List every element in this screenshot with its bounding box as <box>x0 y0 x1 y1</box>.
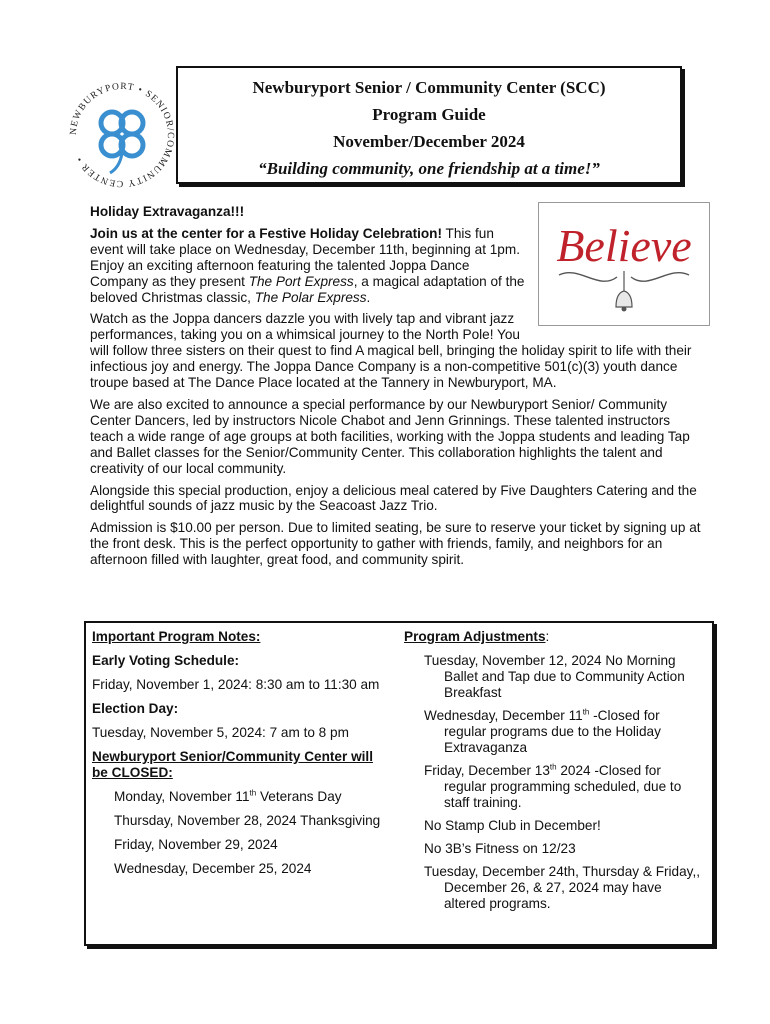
header-tagline: “Building community, one friendship at a time!” <box>258 159 600 178</box>
believe-image <box>538 202 710 326</box>
header-date: November/December 2024 <box>333 132 525 151</box>
program-adjustments-column <box>404 629 704 919</box>
adjustment-5: No 3B’s Fitness on 12/23 <box>424 841 576 856</box>
closed-date-4: Wednesday, December 25, 2024 <box>114 861 312 876</box>
program-guide-header <box>176 66 682 184</box>
svg-text:NEWBURYPORT • SENIOR/COMMUNITY <box>69 82 175 188</box>
article-paragraph-1: Join us at the center for a Festive Holiday Celebration! This fun event will take place on Wednesday, December 11th, beginning at 1pm. Enjoy an exciting afternoon featuring the talented Joppa Dance Company as they present The Port Express, a magical adaptation of the beloved Christmas classic, The Polar Express. <box>90 225 525 305</box>
election-day-heading: Election Day: <box>92 701 179 716</box>
early-voting-heading: Early Voting Schedule: <box>92 653 240 668</box>
bell-icon <box>616 291 632 312</box>
article-paragraph-4: Alongside this special production, enjoy a delicious meal catered by Five Daughters Catering and the delightful sounds of jazz music by the Seacoast Jazz Trio. <box>90 482 697 514</box>
adjustment-4: No Stamp Club in December! <box>424 818 601 833</box>
header-subtitle: Program Guide <box>372 105 486 124</box>
adjustments-heading: Program Adjustments: <box>404 629 550 644</box>
important-notes-column <box>92 629 388 885</box>
article-paragraph-5: Admission is $10.00 per person. Due to limited seating, be sure to reserve your ticket by signing up at the front desk. This is the perfect opportunity to gather with friends, family, and neighbors for an afternoon filled with laughter, great food, and community spirit. <box>90 520 701 568</box>
closed-date-1: Monday, November 11th Veterans Day <box>114 788 342 804</box>
election-day-text: Tuesday, November 5, 2024: 7 am to 8 pm <box>92 725 349 740</box>
holiday-article <box>90 204 706 574</box>
important-notes-heading: Important Program Notes: <box>92 629 261 644</box>
senior-center-logo <box>62 75 182 195</box>
adjustment-1: Tuesday, November 12, 2024 No Morning Ballet and Tap due to Community Action Breakfast <box>424 653 685 700</box>
header-title: Newburyport Senior / Community Center (SCC) <box>252 78 606 97</box>
logo-ring-text: NEWBURYPORT • SENIOR/COMMUNITY CENTER • <box>68 81 176 189</box>
closed-heading: Newburyport Senior/Community Center will be CLOSED: <box>92 749 373 780</box>
closed-date-3: Friday, November 29, 2024 <box>114 837 278 852</box>
article-paragraph-3: We are also excited to announce a special performance by our Newburyport Senior/ Community Center Dancers, led by instructors Nicole Chabot and Jenn Grinnings. These talented instructors teach a wide range of age groups at both facilities, working with the Joppa students and leading Tap and Ballet classes for the Senior/Community Center. This collaboration highlights the talent and creativity of our local community. <box>90 396 690 476</box>
adjustment-6: Tuesday, December 24th, Thursday & Friday,, December 26, & 27, 2024 may have altered programs. <box>424 864 701 911</box>
believe-word: Believe <box>556 220 692 271</box>
early-voting-text: Friday, November 1, 2024: 8:30 am to 11:30 am <box>92 677 380 692</box>
clover-icon <box>101 112 143 156</box>
article-title: Holiday Extravaganza!!! <box>90 204 245 219</box>
article-paragraph-2: Watch as the Joppa dancers dazzle you with lively tap and vibrant jazz performances, taking you on a whimsical journey to the North Pole! You will follow three sisters on their quest to find A magical bell, bringing the holiday spirit to life with their infectious joy and energy. The Joppa Dance Company is a non-competitive 501(c)(3) youth dance troupe based at The Dance Place located at the Tannery in Newburyport, MA. <box>90 311 692 391</box>
program-notes-box <box>84 621 714 946</box>
closed-date-2: Thursday, November 28, 2024 Thanksgiving <box>114 813 381 828</box>
adjustment-2: Wednesday, December 11th -Closed for regular programs due to the Holiday Extravaganza <box>424 707 661 755</box>
adjustment-3: Friday, December 13th 2024 -Closed for regular programming scheduled, due to staff training. <box>424 762 682 810</box>
